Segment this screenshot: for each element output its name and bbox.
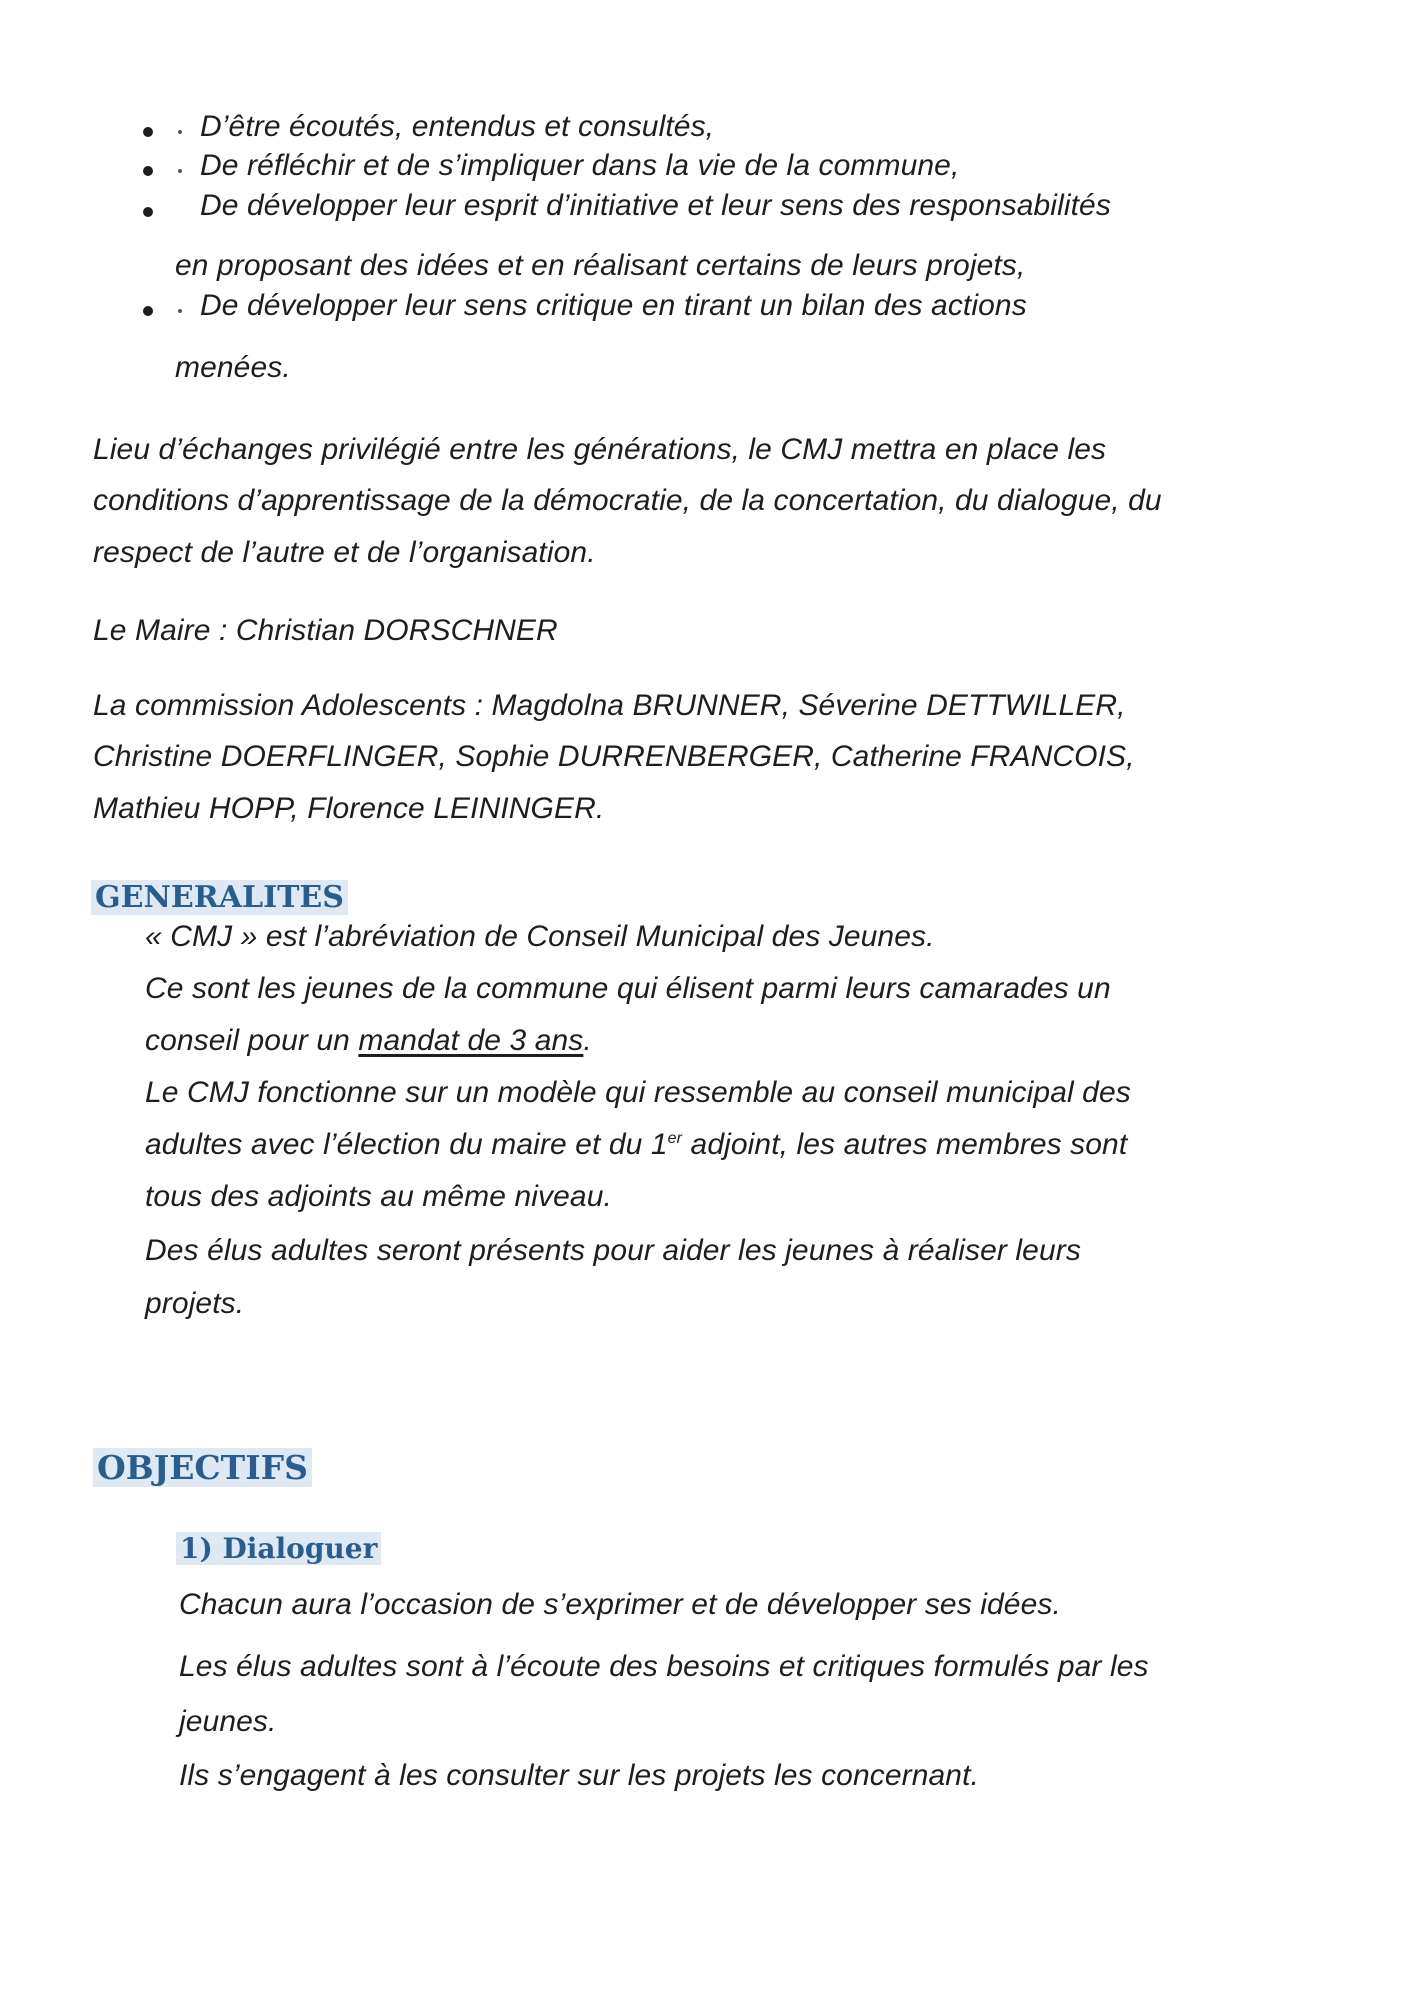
dialoguer-subheading: 1) Dialoguer (176, 1532, 381, 1565)
commission-line: Christine DOERFLINGER, Sophie DURRENBERGER, Catherine FRANCOIS, (93, 740, 1135, 773)
bullet-item-4: De développer leur sens critique en tirant un bilan des actions (200, 289, 1027, 322)
objectifs-line: Ils s’engagent à les consulter sur les projets les concernant. (179, 1759, 979, 1792)
objectifs-line: Chacun aura l’occasion de s’exprimer et de développer ses idées. (179, 1588, 1061, 1621)
mandate-underlined-text: mandat de 3 ans (358, 1024, 584, 1057)
middle-dot-icon (178, 169, 182, 173)
bullet-item-4-continuation: menées. (175, 351, 291, 384)
middle-dot-icon (178, 130, 182, 134)
generalites-line: Le CMJ fonctionne sur un modèle qui ressemble au conseil municipal des (145, 1076, 1131, 1109)
generalites-text: conseil pour un (145, 1024, 359, 1057)
generalites-line: projets. (145, 1287, 245, 1320)
objectifs-line: jeunes. (179, 1705, 277, 1738)
generalites-text: adultes avec l’élection du maire et du 1 (145, 1128, 668, 1161)
commission-line: La commission Adolescents : Magdolna BRUNNER, Séverine DETTWILLER, (93, 689, 1126, 722)
commission-line: Mathieu HOPP, Florence LEININGER. (93, 792, 605, 825)
bullet-icon (143, 306, 153, 316)
bullet-icon (143, 207, 153, 217)
bullet-icon (143, 127, 153, 137)
generalites-line: « CMJ » est l’abréviation de Conseil Municipal des Jeunes. (145, 920, 935, 953)
generalites-line: Ce sont les jeunes de la commune qui élisent parmi leurs camarades un (145, 972, 1111, 1005)
intro-line: conditions d’apprentissage de la démocratie, de la concertation, du dialogue, du (93, 484, 1162, 517)
bullet-item-3-continuation: en proposant des idées et en réalisant certains de leurs projets, (175, 249, 1026, 282)
bullet-item-3: De développer leur esprit d’initiative et leur sens des responsabilités (200, 189, 1111, 222)
bullet-icon (143, 166, 153, 176)
generalites-heading: GENERALITES (91, 880, 348, 915)
middle-dot-icon (178, 309, 182, 313)
generalites-line: Des élus adultes seront présents pour aider les jeunes à réaliser leurs (145, 1234, 1081, 1267)
bullet-item-1: D’être écoutés, entendus et consultés, (200, 110, 715, 143)
generalites-text: adjoint, les autres membres sont (682, 1128, 1128, 1161)
objectifs-line: Les élus adultes sont à l’écoute des besoins et critiques formulés par les (179, 1650, 1149, 1683)
generalites-line (145, 1024, 592, 1058)
intro-line: respect de l’autre et de l’organisation. (93, 536, 596, 569)
bullet-item-2: De réfléchir et de s’impliquer dans la vie de la commune, (200, 149, 960, 182)
mayor-line: Le Maire : Christian DORSCHNER (93, 614, 558, 647)
intro-line: Lieu d’échanges privilégié entre les générations, le CMJ mettra en place les (93, 433, 1107, 466)
objectifs-heading: OBJECTIFS (93, 1448, 312, 1487)
generalites-text: . (583, 1024, 592, 1057)
generalites-line (145, 1128, 1127, 1162)
superscript-text: er (667, 1130, 683, 1147)
generalites-line: tous des adjoints au même niveau. (145, 1180, 612, 1213)
